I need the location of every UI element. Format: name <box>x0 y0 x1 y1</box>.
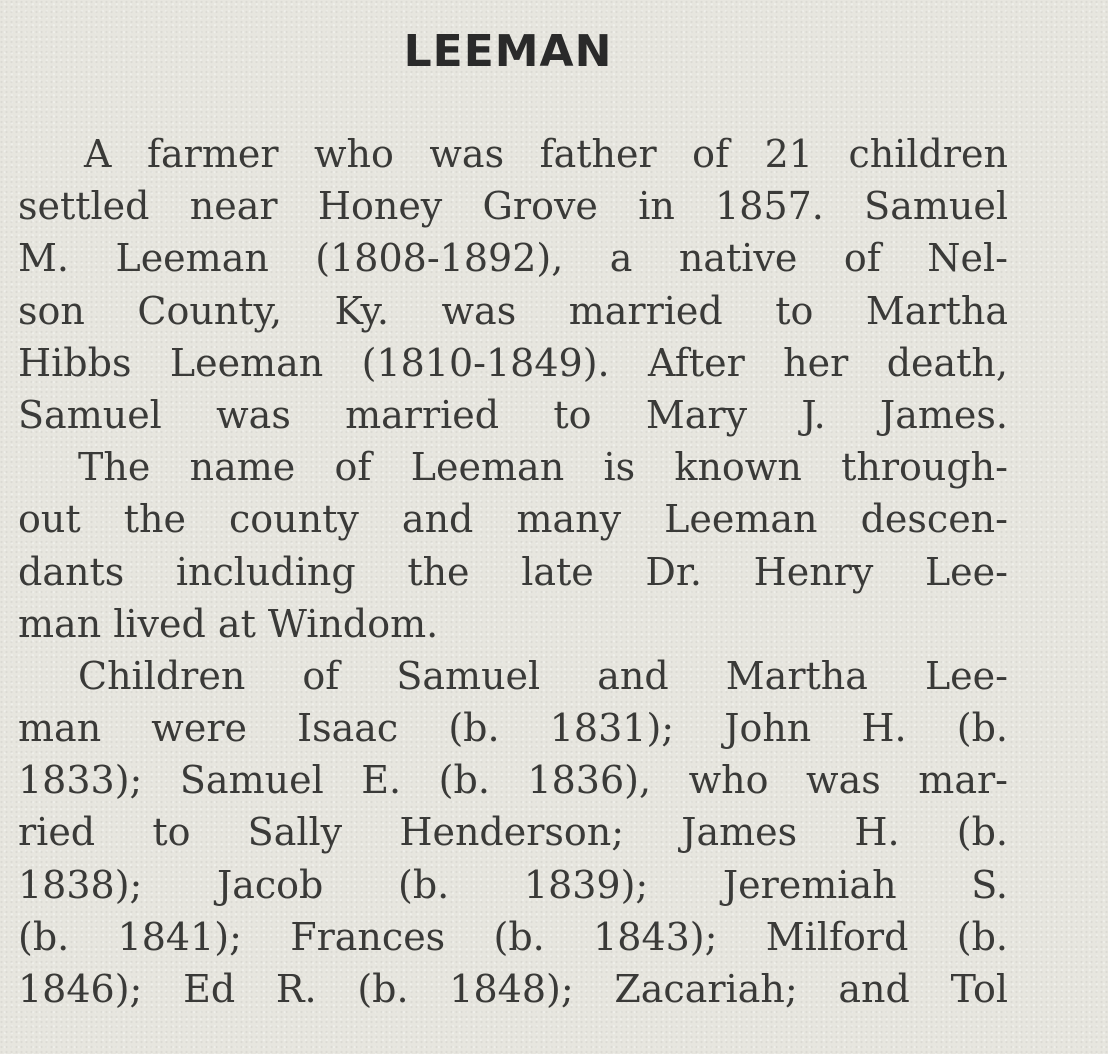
text-line: man lived at Windom. <box>18 601 439 646</box>
text-line: out the county and many Leeman descen- <box>18 497 1008 542</box>
text-line: Samuel was married to Mary J. James. <box>18 392 1008 437</box>
text-line: settled near Honey Grove in 1857. Samuel <box>18 184 1008 229</box>
article-body <box>18 128 1008 1015</box>
text-line: M. Leeman (1808-1892), a native of Nel- <box>18 236 1008 281</box>
text-line: 1838); Jacob (b. 1839); Jeremiah S. <box>18 862 1008 907</box>
text-line: 1833); Samuel E. (b. 1836), who was mar- <box>18 758 1008 803</box>
text-line: dants including the late Dr. Henry Lee- <box>18 549 1008 594</box>
text-line: 1846); Ed R. (b. 1848); Zacariah; and Tol <box>18 967 1008 1011</box>
text-line: ried to Sally Henderson; James H. (b. <box>18 810 1008 855</box>
text-line: man were Isaac (b. 1831); John H. (b. <box>18 706 1008 751</box>
text-line: The name of Leeman is known through- <box>78 445 1008 490</box>
article-title: LEEMAN <box>403 26 613 77</box>
text-line: (b. 1841); Frances (b. 1843); Milford (b. <box>18 914 1008 959</box>
text-line: Children of Samuel and Martha Lee- <box>78 653 1008 698</box>
text-line: A farmer who was father of 21 children <box>84 132 1008 176</box>
text-line: son County, Ky. was married to Martha <box>18 288 1008 333</box>
text-line: Hibbs Leeman (1810-1849). After her death, <box>18 340 1008 385</box>
